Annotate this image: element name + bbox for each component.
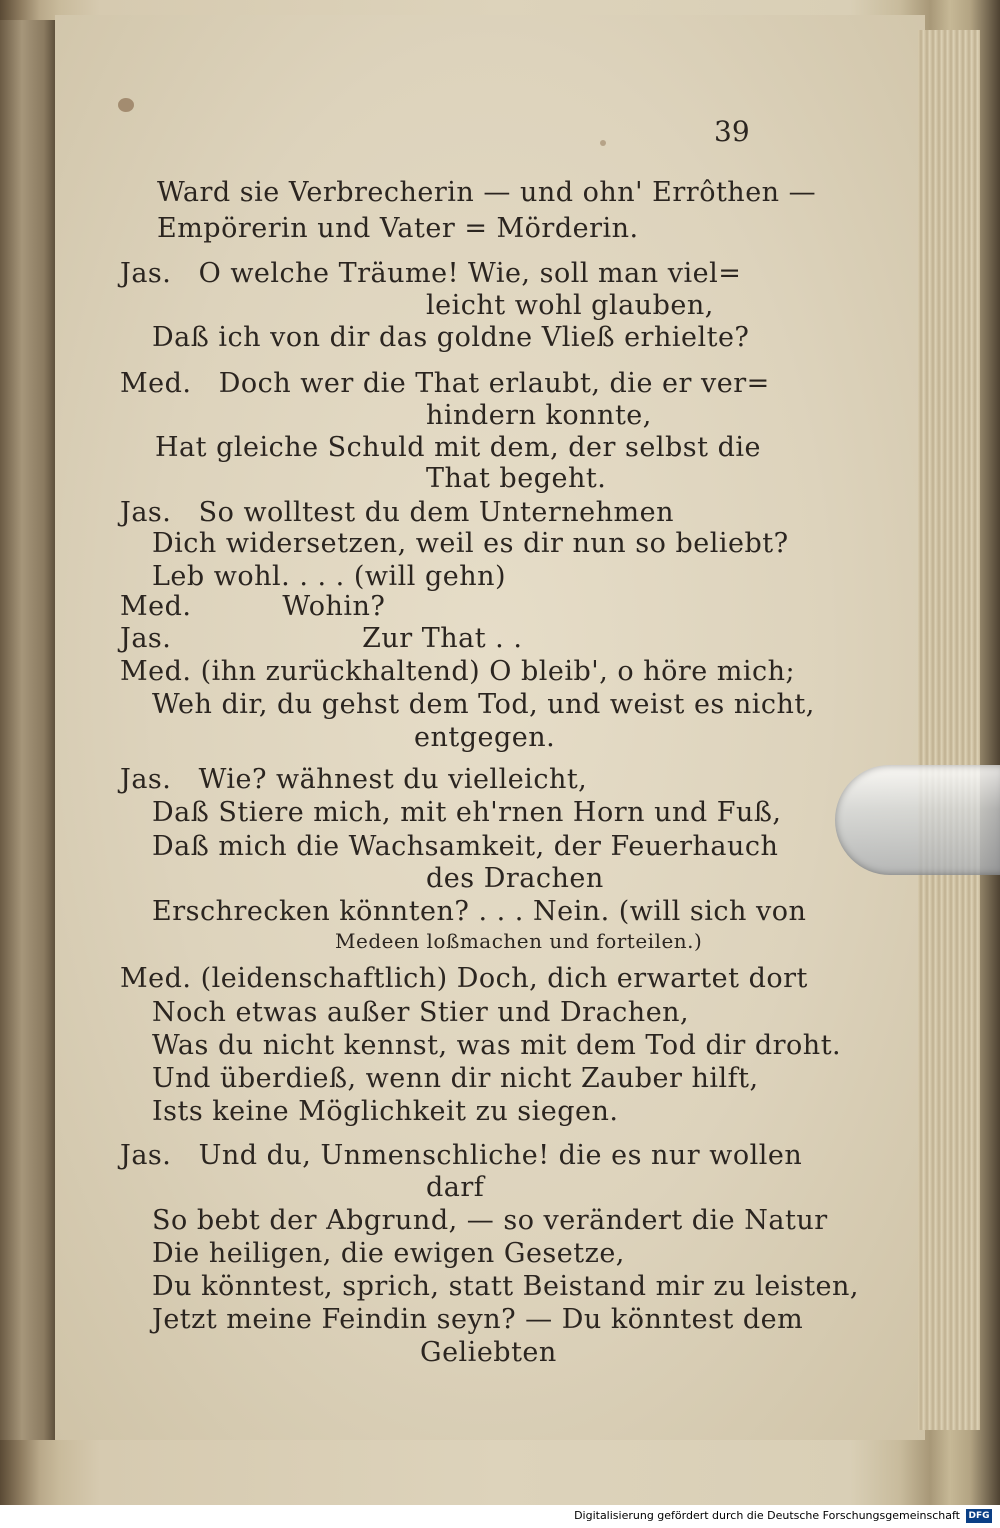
text-line: Daß ich von dir das goldne Vließ erhielte?: [152, 322, 750, 353]
text-line: Geliebten: [420, 1337, 557, 1368]
text-line: hindern konnte,: [426, 400, 652, 431]
text-line: Jas. Wie? wähnest du vielleicht,: [120, 764, 588, 795]
left-page-edge: [0, 20, 55, 1440]
text-line: Jas. O welche Träume! Wie, soll man viel=: [120, 258, 742, 289]
text-line: Erschrecken könnten? . . . Nein. (will sich von: [152, 896, 807, 927]
text-line: Med. (ihn zurückhaltend) O bleib', o höre mich;: [120, 656, 796, 687]
text-line: Medeen loßmachen und forteilen.): [335, 929, 703, 953]
dfg-logo-icon: DFG: [966, 1509, 992, 1523]
text-line: entgegen.: [414, 722, 556, 753]
text-line: Jas. So wolltest du dem Unternehmen: [120, 497, 675, 528]
text-line: That begeht.: [426, 463, 607, 494]
text-line: Was du nicht kennst, was mit dem Tod dir droht.: [152, 1030, 842, 1061]
text-line: Weh dir, du gehst dem Tod, und weist es nicht,: [152, 689, 815, 720]
text-line: Noch etwas außer Stier und Drachen,: [152, 997, 690, 1028]
text-line: Med. (leidenschaftlich) Doch, dich erwartet dort: [120, 963, 808, 994]
footer: [0, 1505, 1000, 1528]
text-line: So bebt der Abgrund, — so verändert die Natur: [152, 1205, 828, 1236]
page-edges: [918, 30, 980, 1430]
text-line: Ward sie Verbrecherin — und ohn' Errôthen —: [157, 177, 817, 208]
stain-mark: [600, 140, 606, 146]
text-line: Daß Stiere mich, mit eh'rnen Horn und Fuß,: [152, 797, 782, 828]
funding-notice: Digitalisierung gefördert durch die Deutsche Forschungsgemeinschaft: [574, 1509, 960, 1522]
text-line: leicht wohl glauben,: [426, 290, 714, 321]
page-number: 39: [714, 115, 750, 148]
text-line: Die heiligen, die ewigen Gesetze,: [152, 1238, 625, 1269]
stain-mark: [118, 98, 134, 112]
text-line: Jas. Zur That . .: [120, 623, 523, 654]
text-line: Und überdieß, wenn dir nicht Zauber hilft,: [152, 1063, 759, 1094]
text-line: Du könntest, sprich, statt Beistand mir zu leisten,: [152, 1271, 859, 1302]
text-line: Dich widersetzen, weil es dir nun so beliebt?: [152, 528, 789, 559]
text-line: Leb wohl. . . . (will gehn): [152, 561, 507, 592]
text-line: Jas. Und du, Unmenschliche! die es nur wollen: [120, 1140, 803, 1171]
text-line: Med. Doch wer die That erlaubt, die er ver=: [120, 368, 770, 399]
text-line: des Drachen: [426, 863, 604, 894]
text-line: Hat gleiche Schuld mit dem, der selbst die: [155, 432, 761, 463]
text-line: Empörerin und Vater = Mörderin.: [157, 213, 639, 244]
page-holder-clip: [835, 765, 1000, 875]
text-line: Jetzt meine Feindin seyn? — Du könntest dem: [152, 1304, 804, 1335]
text-line: Ists keine Möglichkeit zu siegen.: [152, 1096, 619, 1127]
text-line: Daß mich die Wachsamkeit, der Feuerhauch: [152, 831, 779, 862]
text-line: Med. Wohin?: [120, 591, 386, 622]
text-line: darf: [426, 1172, 485, 1203]
